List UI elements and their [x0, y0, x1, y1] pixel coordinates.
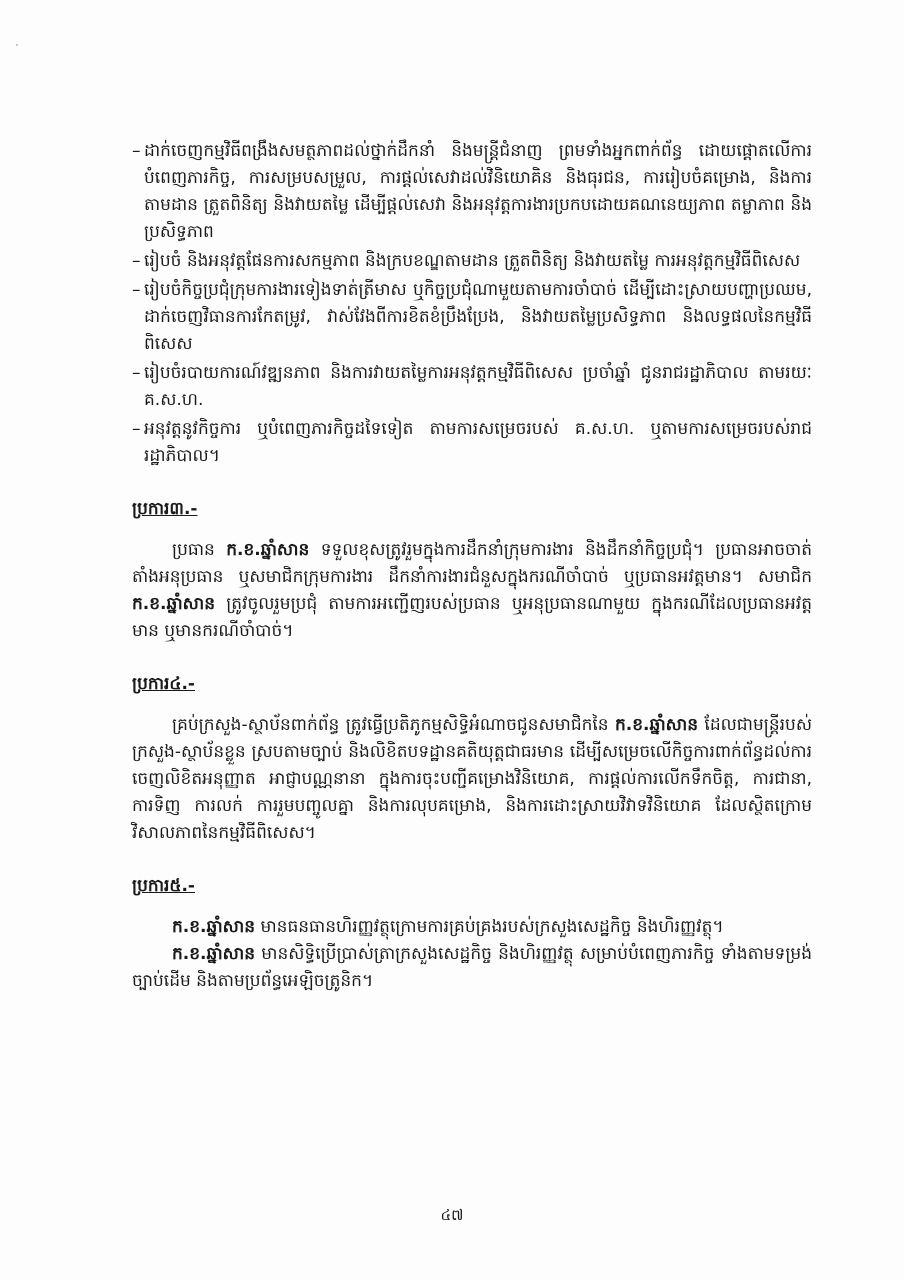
- list-item: [132, 277, 812, 358]
- article-5: [132, 873, 812, 995]
- committee-name: ក.ខ.ឆ្នាំសាន: [172, 944, 256, 964]
- text-run: ទទួលខុសត្រូវរួមក្នុងការដឹកនាំក្រុមការងារ និងដឹកនាំកិច្ចប្រជុំ។ ប្រធានអាចចាត់តាំងអនុប្រធាន ឬសមាជិកក្រុមការងារ ដឹកនាំការងារជំនួសក្នុងករណីចាំបាច់ ឬប្រធានអវត្តមាន។ សមាជិក: [132, 540, 812, 587]
- list-item: [132, 248, 812, 275]
- article-5-paragraph-2: [132, 941, 812, 995]
- scan-speck: [16, 44, 18, 46]
- list-item-text: អនុវត្តនូវកិច្ចការ ឬបំពេញភារកិច្ចដទៃទៀត តាមការសម្រេចរបស់ គ.ស.ហ. ឬតាមការសម្រេចរបស់រាជរដ្ឋាភិបាល។: [144, 419, 812, 466]
- text-run: ត្រូវចូលរួមប្រជុំ តាមការអញ្ជើញរបស់ប្រធាន ឬអនុប្រធានណាមួយ ក្នុងករណីដែលប្រធានអវត្តមាន ឬមានករណីចាំបាច់។: [132, 594, 812, 641]
- article-3-heading: ប្រការ៣.-: [132, 499, 198, 519]
- dash-marker: –: [132, 363, 141, 383]
- list-item-text: រៀបចំ និងអនុវត្តផែនការសកម្មភាព និងក្របខណ្ឌតាមដាន ត្រួតពិនិត្យ និងវាយតម្លៃ ការអនុវត្តកម្មវិធីពិសេស: [144, 251, 801, 271]
- committee-name: ក.ខ.ឆ្នាំសាន: [172, 917, 256, 937]
- text-run: មានធនធានហិរញ្ញវត្ថុក្រោមការគ្រប់គ្រងរបស់ក្រសួងសេដ្ឋកិច្ច និងហិរញ្ញវត្ថុ។: [255, 917, 724, 937]
- text-run: គ្រប់ក្រសួង-ស្ថាប័នពាក់ព័ន្ធ ត្រូវធ្វើប្រតិភូកម្មសិទ្ធិអំណាចជូនសមាជិកនៃ: [172, 715, 615, 735]
- list-item-text: ដាក់ចេញកម្មវិធីពង្រឹងសមត្ថភាពដល់ថ្នាក់ដឹកនាំ និងមន្ត្រីជំនាញ ព្រមទាំងអ្នកពាក់ព័ន្ធ ដោយផ្ដោតលើការបំពេញភារកិច្ច, ការសម្របសម្រួល, ការផ្ដល់សេវាដល់វិនិយោគិន និងធុរជន, ការរៀបចំគម្រោង, និងការតាមដាន ត្រួតពិនិត្យ និងវាយតម្លៃ ដើម្បីផ្ដល់សេវា និងអនុវត្តការងារប្រកបដោយគណនេយ្យភាព តម្លាភាព និងប្រសិទ្ធភាព: [144, 141, 812, 242]
- committee-name: ក.ខ.ឆ្នាំសាន: [132, 594, 216, 614]
- text-run: មានសិទ្ធិប្រើប្រាស់ត្រាក្រសួងសេដ្ឋកិច្ច និងហិរញ្ញវត្ថុ សម្រាប់បំពេញភារកិច្ច ទាំងតាមទម្រង់ច្បាប់ដើម និងតាមប្រព័ន្ធអេឡិចត្រូនិក។: [132, 944, 812, 991]
- page-number: ៤៧: [440, 1206, 464, 1224]
- list-item-text: រៀបចំរបាយការណ៍វឌ្ឍនភាព និងការវាយតម្លៃការអនុវត្តកម្មវិធីពិសេស ប្រចាំឆ្នាំ ជូនរាជរដ្ឋាភិបាល តាមរយៈ គ.ស.ហ.: [144, 363, 812, 410]
- dash-marker: –: [132, 280, 141, 300]
- page-content: [132, 138, 812, 995]
- article-3: [132, 496, 812, 645]
- list-item: [132, 138, 812, 246]
- dash-marker: –: [132, 419, 141, 439]
- dash-marker: –: [132, 141, 141, 161]
- list-item: [132, 360, 812, 414]
- list-item-text: រៀបចំកិច្ចប្រជុំក្រុមការងារទៀងទាត់ត្រីមាស ឬកិច្ចប្រជុំណាមួយតាមការចាំបាច់ ដើម្បីដោះស្រាយបញ្ហាប្រឈម, ដាក់ចេញវិធានការកែតម្រូវ, វាស់វែងពីការខិតខំប្រឹងប្រែង, និងវាយតម្លៃប្រសិទ្ធភាព និងលទ្ធផលនៃកម្មវិធីពិសេស: [144, 280, 812, 354]
- committee-name: ក.ខ.ឆ្នាំសាន: [226, 540, 310, 560]
- article-5-heading: ប្រការ៥.-: [132, 876, 195, 896]
- article-3-paragraph: [132, 537, 812, 645]
- duties-list: [132, 138, 812, 470]
- article-4-paragraph: [132, 712, 812, 847]
- article-5-paragraph-1: [132, 914, 812, 941]
- dash-marker: –: [132, 251, 141, 271]
- committee-name: ក.ខ.ឆ្នាំសាន: [614, 715, 699, 735]
- text-run: ប្រធាន: [172, 540, 227, 560]
- list-item: [132, 416, 812, 470]
- article-4: [132, 671, 812, 847]
- article-4-heading: ប្រការ៤.-: [132, 674, 195, 694]
- text-run: ដែលជាមន្ត្រីរបស់ក្រសួង-ស្ថាប័នខ្លួន ស្របតាមច្បាប់ និងលិខិតបទដ្ឋានគតិយុត្តជាធរមាន ដើម្បីសម្រេចលើកិច្ចការពាក់ព័ន្ធដល់ការចេញលិខិតអនុញ្ញាត អាជ្ញាបណ្ណនានា ក្នុងការចុះបញ្ជីគម្រោងវិនិយោគ, ការផ្ដល់ការលើកទឹកចិត្ត, ការជានា, ការទិញ ការលក់ ការរួមបញ្ចូលគ្នា និងការលុបគម្រោង, និងការដោះស្រាយវិវាទវិនិយោគ ដែលស្ថិតក្រោមវិសាលភាពនៃកម្មវិធីពិសេស។: [132, 715, 813, 843]
